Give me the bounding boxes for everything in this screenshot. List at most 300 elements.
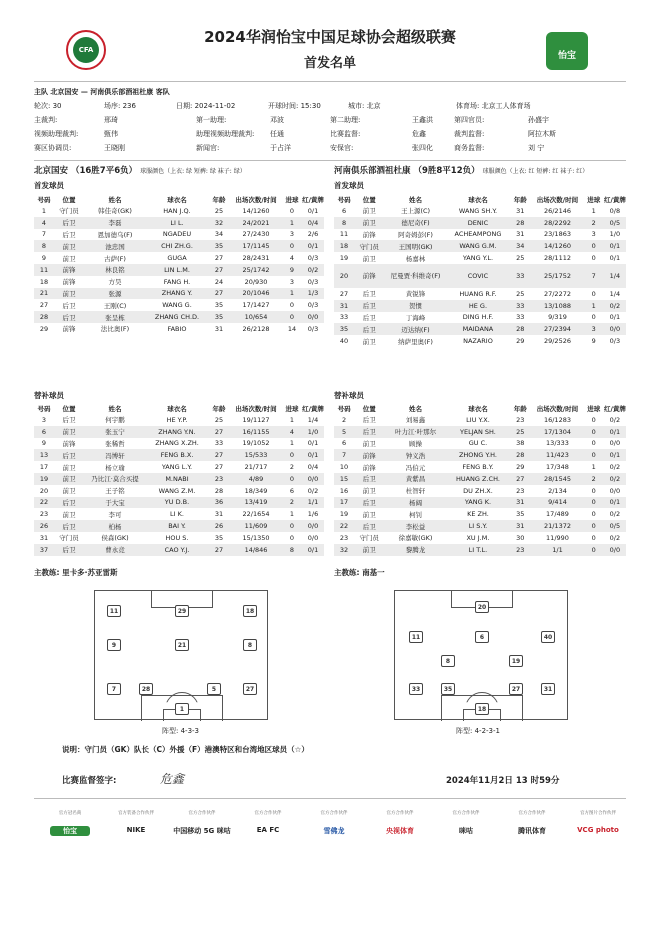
table-cell: LI K. bbox=[170, 510, 184, 519]
table-cell: 38 bbox=[516, 439, 525, 448]
table-cell: 纳萨里奥(F) bbox=[398, 337, 433, 346]
table-cell: 0/3 bbox=[307, 324, 319, 333]
table-cell: 29 bbox=[39, 324, 49, 333]
table-row bbox=[34, 532, 324, 544]
table-cell: 13/333 bbox=[546, 439, 569, 448]
table-cell: 14/1260 bbox=[242, 206, 270, 215]
table-cell: 0 bbox=[282, 473, 302, 485]
table-cell: 前卫 bbox=[62, 254, 76, 263]
table-cell: 17/489 bbox=[546, 510, 569, 519]
table-cell: 韩佳奇(GK) bbox=[98, 207, 132, 216]
official-name: 阿拉木斯 bbox=[528, 130, 556, 138]
table-cell: 28 bbox=[214, 486, 224, 495]
table-cell: 34 bbox=[509, 240, 531, 252]
table-row bbox=[334, 532, 626, 544]
column-header: 红/黄牌 bbox=[603, 195, 626, 204]
table-cell: 0/5 bbox=[604, 520, 626, 532]
table-cell: 后卫 bbox=[362, 290, 376, 299]
table-cell: WANG Z.M. bbox=[158, 486, 196, 495]
table-cell: 后卫 bbox=[354, 300, 384, 312]
table-cell: 16 bbox=[339, 486, 349, 495]
official-role: 主裁判: bbox=[34, 116, 58, 124]
table-cell: 8 bbox=[34, 240, 54, 252]
table-header bbox=[34, 193, 324, 205]
table-cell: 阿奇姆彭(F) bbox=[398, 230, 433, 239]
table-cell: 0 bbox=[584, 544, 604, 556]
column-header: 出场次数/时间 bbox=[235, 195, 277, 204]
player-shirt-icon: 7 bbox=[107, 683, 121, 695]
table-cell: 18 bbox=[39, 277, 49, 286]
table-cell: DENIC bbox=[447, 217, 509, 229]
table-cell: 27/2272 bbox=[543, 289, 571, 298]
column-header: 红/黄牌 bbox=[302, 404, 324, 413]
table-row bbox=[334, 449, 626, 461]
table-row bbox=[34, 438, 324, 450]
table-cell: 23 bbox=[208, 473, 230, 485]
table-cell: 26/2128 bbox=[242, 324, 270, 333]
table-cell: 0/0 bbox=[609, 439, 621, 448]
table-cell: XU J.M. bbox=[466, 533, 490, 542]
table-cell: 0/0 bbox=[302, 520, 324, 532]
table-cell: 0/2 bbox=[609, 415, 621, 424]
table-cell: LI S.Y. bbox=[447, 520, 509, 532]
official-role: 视频助理裁判: bbox=[34, 130, 79, 138]
table-cell: 前锋 bbox=[62, 439, 76, 448]
supervisor-label: 比赛监督签字: bbox=[62, 776, 117, 786]
table-cell: 32 bbox=[208, 217, 230, 229]
table-cell: 1/1 bbox=[302, 497, 324, 509]
table-cell: 15/1350 bbox=[242, 533, 270, 542]
table-row bbox=[334, 497, 626, 509]
home-formation: 阵型: 4-3-3 bbox=[162, 727, 200, 735]
player-shirt-icon: 19 bbox=[509, 655, 523, 667]
table-cell: 0 bbox=[584, 240, 604, 252]
table-row bbox=[34, 264, 324, 276]
table-cell: 1 bbox=[41, 206, 47, 215]
sponsor-logo: 腾讯体育 bbox=[518, 827, 546, 835]
table-row bbox=[334, 217, 626, 229]
table-row bbox=[34, 299, 324, 311]
table-cell: 曹永竞 bbox=[84, 544, 146, 556]
table-cell: 林良铭 bbox=[84, 264, 146, 276]
table-cell: 23 bbox=[516, 415, 525, 424]
table-row bbox=[334, 414, 626, 426]
table-cell: 2 bbox=[341, 415, 347, 424]
supervisor-signature: 危鑫 bbox=[160, 772, 185, 786]
table-cell: 3 bbox=[289, 230, 295, 239]
table-header bbox=[334, 402, 626, 414]
official-name: 王鑫洪 bbox=[412, 116, 433, 124]
table-cell: ZHANG Y.N. bbox=[146, 426, 208, 438]
sponsor-logo: VCG photo bbox=[577, 826, 619, 834]
table-cell: 0/0 bbox=[307, 533, 319, 542]
table-cell: 27 bbox=[214, 463, 224, 472]
column-header: 年龄 bbox=[212, 195, 226, 204]
table-cell: 1 bbox=[289, 510, 295, 519]
away-starters-table bbox=[334, 193, 626, 347]
table-cell: 28/1112 bbox=[543, 254, 571, 263]
table-cell: 28 bbox=[509, 217, 531, 229]
table-cell: 7 bbox=[584, 264, 604, 288]
table-cell: 张呈栋 bbox=[84, 311, 146, 323]
table-cell: 6 bbox=[289, 486, 295, 495]
table-cell: 17/1304 bbox=[531, 426, 583, 438]
table-cell: 3 bbox=[289, 277, 295, 286]
table-cell: 11/609 bbox=[230, 520, 282, 532]
table-cell: 27 bbox=[208, 544, 230, 556]
table-row bbox=[334, 335, 626, 347]
table-cell: 后卫 bbox=[354, 323, 384, 335]
table-cell: 13 bbox=[34, 449, 54, 461]
column-header: 进球 bbox=[285, 195, 299, 204]
table-cell: 25 bbox=[516, 254, 525, 263]
away-subs-table bbox=[334, 402, 626, 556]
home-team-header: 北京国安 （16胜7平6负） 球服颜色（上衣: 绿 短裤: 绿 袜子: 绿） bbox=[34, 166, 246, 176]
table-cell: 2/134 bbox=[548, 486, 567, 495]
table-cell: 前卫 bbox=[362, 487, 376, 496]
round-info: 轮次: 30 bbox=[34, 102, 62, 110]
table-cell: 刘易鑫 bbox=[405, 416, 426, 425]
sponsor-logo: 中国移动 5G 咪咕 bbox=[173, 827, 231, 835]
table-cell: 27 bbox=[509, 473, 531, 485]
table-cell: 何宇鹏 bbox=[105, 416, 125, 425]
table-cell: 1/4 bbox=[307, 415, 319, 424]
table-row bbox=[334, 312, 626, 324]
table-cell: 30 bbox=[516, 533, 525, 542]
table-cell: 7 bbox=[41, 230, 47, 239]
table-cell: GU C. bbox=[468, 439, 488, 448]
table-cell: 0/3 bbox=[307, 277, 319, 286]
table-cell: 王国明(GK) bbox=[384, 240, 446, 252]
official-role: 第二助理: bbox=[330, 116, 361, 124]
table-cell: HUANG Z.CH. bbox=[447, 473, 509, 485]
table-cell: 21/717 bbox=[244, 463, 268, 472]
official-name: 任通 bbox=[270, 130, 284, 138]
table-cell: LIN L.M. bbox=[146, 264, 208, 276]
table-cell: 23 bbox=[39, 510, 49, 519]
table-cell: 0/3 bbox=[307, 301, 319, 310]
table-row bbox=[334, 438, 626, 450]
column-header: 号码 bbox=[337, 195, 351, 204]
table-cell: 33 bbox=[509, 300, 531, 312]
table-cell: 22 bbox=[334, 520, 354, 532]
official-name: 甄伟 bbox=[104, 130, 118, 138]
away-formation: 阵型: 4-2-3-1 bbox=[456, 727, 500, 735]
official-role: 第四官员: bbox=[454, 116, 485, 124]
table-cell: 31 bbox=[334, 300, 354, 312]
table-cell: 0 bbox=[584, 449, 604, 461]
player-shirt-icon: 11 bbox=[107, 605, 121, 617]
table-cell: 0 bbox=[584, 497, 604, 509]
table-cell: 18/349 bbox=[244, 486, 268, 495]
table-cell: 6 bbox=[341, 439, 347, 448]
table-cell: 0 bbox=[591, 510, 596, 519]
table-cell: HAN J.Q. bbox=[163, 206, 191, 215]
table-cell: 前卫 bbox=[354, 217, 384, 229]
table-cell: 25/1742 bbox=[230, 264, 282, 276]
table-cell: 4 bbox=[289, 254, 295, 263]
table-cell: 15/533 bbox=[230, 449, 282, 461]
table-cell: 7 bbox=[334, 449, 354, 461]
table-cell: 0 bbox=[584, 520, 604, 532]
table-row bbox=[34, 240, 324, 252]
table-cell: 柏杨 bbox=[84, 520, 146, 532]
table-cell: 1 bbox=[591, 463, 596, 472]
table-cell: 31 bbox=[509, 520, 531, 532]
table-cell: 前卫 bbox=[62, 487, 76, 496]
column-header: 姓名 bbox=[409, 195, 423, 204]
table-cell: 前锋 bbox=[62, 325, 76, 334]
player-shirt-icon: 29 bbox=[175, 605, 189, 617]
table-cell: CAO Y.J. bbox=[146, 544, 208, 556]
table-cell: 26/2146 bbox=[543, 206, 571, 215]
column-header: 位置 bbox=[62, 195, 76, 204]
table-cell: 李松益 bbox=[384, 520, 446, 532]
table-cell: 0/1 bbox=[604, 240, 626, 252]
table-cell: 0/1 bbox=[307, 439, 319, 448]
official-role: 助理视频助理裁判: bbox=[196, 130, 255, 138]
table-cell: 杨立瑜 bbox=[105, 463, 125, 472]
table-cell: ZHANG CH.D. bbox=[146, 311, 208, 323]
table-cell: 35 bbox=[208, 240, 230, 252]
table-cell: 乃比江·莫合买提 bbox=[84, 473, 146, 485]
table-cell: 0/0 bbox=[604, 323, 626, 335]
table-cell: 前锋 bbox=[62, 278, 76, 287]
column-header: 出场次数/时间 bbox=[235, 404, 277, 413]
table-cell: 14/846 bbox=[230, 544, 282, 556]
table-cell: 守门员 bbox=[354, 240, 384, 252]
table-cell: 徐嘉敏(GK) bbox=[398, 534, 433, 543]
column-header: 球衣名 bbox=[167, 404, 187, 413]
table-cell: 0/8 bbox=[609, 206, 621, 215]
table-cell: 35 bbox=[516, 510, 525, 519]
table-cell: 后卫 bbox=[54, 520, 84, 532]
table-cell: 2 bbox=[282, 497, 302, 509]
player-shirt-icon: 21 bbox=[175, 639, 189, 651]
sponsor-logo: 雪佛龙 bbox=[323, 827, 345, 835]
table-cell: 5 bbox=[334, 426, 354, 438]
sponsor-label: 官方图片合作伙伴 bbox=[580, 811, 616, 816]
table-cell: 29 bbox=[516, 337, 525, 346]
table-cell: 19 bbox=[339, 254, 349, 263]
column-header: 位置 bbox=[362, 195, 376, 204]
table-cell: 0/4 bbox=[307, 463, 319, 472]
table-cell: 8 bbox=[282, 544, 302, 556]
sponsor-logo: NIKE bbox=[126, 826, 146, 834]
table-cell: 0/2 bbox=[307, 486, 319, 495]
table-cell: 冯博轩 bbox=[84, 449, 146, 461]
table-cell: 1 bbox=[584, 300, 604, 312]
table-cell: ZHANG X.ZH. bbox=[155, 439, 199, 448]
divider bbox=[34, 798, 626, 799]
table-cell: 0/1 bbox=[609, 254, 621, 263]
table-cell: 9 bbox=[41, 439, 47, 448]
table-cell: 17 bbox=[334, 497, 354, 509]
table-row bbox=[34, 461, 324, 473]
table-cell: 李磊 bbox=[84, 217, 146, 229]
table-cell: 后卫 bbox=[54, 497, 84, 509]
table-row bbox=[334, 205, 626, 217]
table-cell: 张源 bbox=[84, 288, 146, 300]
column-header: 出场次数/时间 bbox=[536, 195, 579, 204]
table-row bbox=[334, 508, 626, 520]
table-cell: 36 bbox=[208, 497, 230, 509]
table-cell: KE ZH. bbox=[467, 510, 489, 519]
table-cell: 8 bbox=[334, 217, 354, 229]
table-cell: 9/319 bbox=[548, 313, 567, 322]
table-cell: ZHANG Y. bbox=[146, 288, 208, 300]
table-cell: 17/1145 bbox=[230, 240, 282, 252]
table-cell: 28 bbox=[509, 323, 531, 335]
table-cell: 0 bbox=[591, 313, 596, 322]
table-cell: 张稀哲 bbox=[105, 439, 125, 448]
table-cell: 0/0 bbox=[609, 486, 621, 495]
table-cell: 0 bbox=[282, 520, 302, 532]
player-shirt-icon: 5 bbox=[207, 683, 221, 695]
table-row bbox=[34, 288, 324, 300]
table-cell: 前卫 bbox=[54, 240, 84, 252]
table-header bbox=[334, 193, 626, 205]
table-cell: 4 bbox=[282, 426, 302, 438]
table-cell: 11 bbox=[339, 230, 349, 239]
table-cell: 1/4 bbox=[604, 264, 626, 288]
player-shirt-icon: 11 bbox=[409, 631, 423, 643]
table-cell: 黎腾龙 bbox=[384, 544, 446, 556]
table-cell: 25 bbox=[509, 426, 531, 438]
table-cell: 李可 bbox=[108, 510, 122, 519]
table-cell: 11 bbox=[34, 264, 54, 276]
official-name: 危鑫 bbox=[412, 130, 426, 138]
table-row bbox=[334, 288, 626, 300]
official-role: 新闻官: bbox=[196, 144, 220, 152]
column-header: 球衣名 bbox=[468, 195, 488, 204]
player-shirt-icon: 28 bbox=[139, 683, 153, 695]
official-name: 王晓刚 bbox=[104, 144, 125, 152]
table-cell: 23 bbox=[509, 544, 531, 556]
table-cell: 叶力江·叶那尔 bbox=[384, 426, 446, 438]
table-cell: 黄紫昌 bbox=[384, 473, 446, 485]
table-cell: 0/3 bbox=[609, 337, 621, 346]
table-cell: 前卫 bbox=[54, 426, 84, 438]
table-cell: 0 bbox=[591, 486, 596, 495]
sponsor-label: 官方合作伙伴 bbox=[386, 811, 414, 816]
table-cell: 后卫 bbox=[54, 311, 84, 323]
table-cell: 前卫 bbox=[54, 288, 84, 300]
table-cell: MAIDANA bbox=[447, 323, 509, 335]
table-cell: 前卫 bbox=[362, 439, 376, 448]
table-cell: 32 bbox=[334, 544, 354, 556]
table-cell: 杨阔 bbox=[384, 497, 446, 509]
table-cell: 23 bbox=[339, 533, 349, 542]
table-cell: 11/990 bbox=[546, 533, 569, 542]
table-cell: CHI ZH.G. bbox=[146, 240, 208, 252]
table-cell: 35 bbox=[334, 323, 354, 335]
table-cell: 前锋 bbox=[362, 230, 376, 239]
table-cell: 1 bbox=[282, 288, 302, 300]
column-header: 年龄 bbox=[513, 404, 527, 413]
table-cell: WANG G. bbox=[162, 301, 192, 310]
table-cell: 0 bbox=[282, 311, 302, 323]
player-shirt-icon: 18 bbox=[243, 605, 257, 617]
player-shirt-icon: 8 bbox=[243, 639, 257, 651]
table-row bbox=[34, 449, 324, 461]
table-row bbox=[334, 461, 626, 473]
player-shirt-icon: 27 bbox=[243, 683, 257, 695]
table-row bbox=[334, 323, 626, 335]
player-shirt-icon: 8 bbox=[441, 655, 455, 667]
table-cell: 0 bbox=[289, 533, 295, 542]
player-shirt-icon: 6 bbox=[475, 631, 489, 643]
table-cell: FANG H. bbox=[163, 277, 191, 286]
table-cell: FENG B.X. bbox=[146, 449, 208, 461]
table-cell: ACHEAMPONG bbox=[454, 230, 502, 239]
city-info: 城市: 北京 bbox=[348, 102, 381, 110]
table-row bbox=[334, 264, 626, 288]
table-cell: 2 bbox=[289, 463, 295, 472]
sponsor-label: 官方合作伙伴 bbox=[518, 811, 546, 816]
column-header: 进球 bbox=[285, 404, 299, 413]
player-shirt-icon: 31 bbox=[541, 683, 555, 695]
table-cell: 0 bbox=[282, 449, 302, 461]
table-cell: 前卫 bbox=[362, 510, 376, 519]
table-cell: LIU Y.X. bbox=[466, 415, 490, 424]
table-row bbox=[34, 426, 324, 438]
sponsor-logo: 央视体育 bbox=[386, 827, 414, 835]
table-cell: 后卫 bbox=[62, 230, 76, 239]
table-row bbox=[34, 473, 324, 485]
table-cell: 法比奥(F) bbox=[100, 325, 130, 334]
table-cell: 28 bbox=[509, 449, 531, 461]
table-cell: 20 bbox=[334, 264, 354, 288]
table-cell: 33 bbox=[516, 313, 525, 322]
column-header: 姓名 bbox=[409, 404, 423, 413]
table-cell: 27 bbox=[208, 449, 230, 461]
table-cell: 于大宝 bbox=[84, 497, 146, 509]
table-cell: 35 bbox=[214, 533, 224, 542]
table-cell: 3 bbox=[41, 415, 47, 424]
table-cell: 25/1752 bbox=[531, 264, 583, 288]
table-cell: 23/1863 bbox=[543, 230, 571, 239]
table-cell: 0 bbox=[591, 533, 596, 542]
table-cell: 前卫 bbox=[362, 207, 376, 216]
away-starters-label: 首发球员 bbox=[334, 181, 364, 190]
table-cell: 24/2021 bbox=[230, 217, 282, 229]
table-cell: M.NABI bbox=[146, 473, 208, 485]
table-cell: 前锋 bbox=[354, 449, 384, 461]
column-header: 红/黄牌 bbox=[603, 404, 626, 413]
table-cell: 35 bbox=[208, 311, 230, 323]
column-header: 号码 bbox=[337, 404, 351, 413]
table-cell: 黄锐锋 bbox=[405, 290, 426, 299]
table-cell: 28/2431 bbox=[242, 254, 270, 263]
table-cell: 0 bbox=[591, 254, 596, 263]
table-row bbox=[334, 426, 626, 438]
table-cell: 前卫 bbox=[362, 337, 376, 346]
table-cell: 6 bbox=[341, 206, 347, 215]
table-cell: 1 bbox=[591, 206, 596, 215]
column-header: 进球 bbox=[587, 404, 601, 413]
table-cell: 28/1545 bbox=[531, 473, 583, 485]
table-cell: 31 bbox=[516, 230, 525, 239]
away-formation-pitch bbox=[394, 590, 568, 720]
official-role: 赛区协调员: bbox=[34, 144, 72, 152]
table-cell: 侯森(GK) bbox=[101, 534, 129, 543]
table-cell: 2 bbox=[584, 217, 604, 229]
official-name: 于占洋 bbox=[270, 144, 291, 152]
official-role: 商务监督: bbox=[454, 144, 485, 152]
table-cell: 后卫 bbox=[354, 520, 384, 532]
table-cell: 冯伯元 bbox=[405, 463, 426, 472]
